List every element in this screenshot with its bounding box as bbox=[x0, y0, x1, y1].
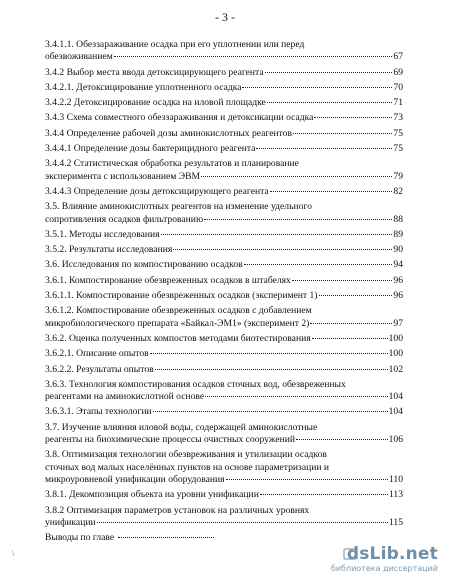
logo-brand: dsLib.net bbox=[346, 544, 438, 564]
toc-entry bbox=[45, 305, 403, 330]
toc-entry-page: 71 bbox=[393, 97, 403, 109]
toc-entry-page: 110 bbox=[388, 473, 403, 485]
toc-entry-title: 3.7. Изучение влияния иловой воды, содержащей аминокислотные bbox=[45, 421, 318, 433]
toc-entry-title: 3.6.2.2. Результаты опытов bbox=[45, 363, 154, 375]
dot-leader bbox=[201, 176, 392, 177]
dot-leader bbox=[205, 396, 387, 397]
toc-entry bbox=[45, 244, 403, 256]
dslib-logo[interactable] bbox=[332, 544, 442, 574]
toc-entry-page: 113 bbox=[388, 489, 403, 501]
dot-leader bbox=[173, 249, 392, 250]
toc-entry-title: микроуровневой унификации оборудования bbox=[45, 473, 225, 485]
toc-entry-page: 88 bbox=[393, 213, 403, 225]
toc-entry-title: 3.4.4.1 Определение дозы бактерицидного реагента bbox=[45, 143, 256, 155]
toc-entry-page: 69 bbox=[393, 66, 403, 78]
toc-entry-title: сточных вод малых населённых пунктов на основе параметризации и bbox=[45, 461, 330, 473]
dot-leader bbox=[310, 323, 392, 324]
toc-entry-page: 94 bbox=[393, 259, 403, 271]
toc-entry-title: микробиологического препарата «Байкал-ЭМ1» (эксперимент 2) bbox=[45, 317, 310, 329]
toc-entry-title: унификации bbox=[45, 516, 96, 528]
dot-leader bbox=[260, 494, 388, 495]
toc-entry-page: 96 bbox=[393, 274, 403, 286]
dot-leader bbox=[296, 439, 388, 440]
dot-leader bbox=[312, 338, 388, 339]
toc-entry-page: 67 bbox=[393, 51, 403, 63]
toc-entry bbox=[45, 158, 403, 183]
dot-leader bbox=[319, 295, 393, 296]
toc-entry-page: 90 bbox=[393, 244, 403, 256]
toc-entry-page: 104 bbox=[388, 391, 403, 403]
toc-entry bbox=[45, 449, 403, 486]
toc-entry-title: 3.4.2 Выбор места ввода детоксицирующего реагента bbox=[45, 66, 264, 78]
toc-entry-title: 3.4.3 Схема совместного обеззараживания и детоксикации осадка bbox=[45, 112, 314, 124]
toc-entry-title: 3.8.1. Декомпозиция объекта на уровни унификации bbox=[45, 489, 259, 501]
toc-entry bbox=[45, 259, 403, 271]
toc-entry-page: 100 bbox=[388, 348, 403, 360]
toc-entry bbox=[45, 532, 403, 544]
toc-entry-page: 82 bbox=[393, 185, 403, 197]
dot-leader bbox=[114, 56, 393, 57]
logo-subtitle: библиотека диссертаций bbox=[330, 564, 438, 573]
dot-leader bbox=[204, 219, 392, 220]
toc-entry bbox=[45, 186, 403, 198]
toc-entry-title: 3.4.4 Определение рабочей дозы аминокислотных реагентов bbox=[45, 127, 292, 139]
toc-entry-title: Выводы по главе bbox=[45, 532, 115, 544]
toc-entry-title: обезвоживанием bbox=[45, 51, 113, 63]
toc-entry bbox=[45, 82, 403, 94]
toc-entry-title: 3.6.3.1. Этапы технологии bbox=[45, 406, 152, 418]
toc-entry bbox=[45, 97, 403, 109]
dot-leader bbox=[265, 72, 393, 73]
toc-entry bbox=[45, 39, 403, 64]
dot-leader bbox=[118, 537, 214, 538]
toc-entry-title: 3.6.1.2. Компостирование обезвреженных осадков с добавлением bbox=[45, 305, 312, 317]
toc-entry-title: реагентами на аминокислотной основе bbox=[45, 391, 205, 403]
toc-entry bbox=[45, 290, 403, 302]
toc-entry-title: 3.5.1. Методы исследования bbox=[45, 228, 160, 240]
toc-entry-title: 3.6.2. Оценка полученных компостов методами биотестирования bbox=[45, 332, 311, 344]
toc-entry-title: 3.4.1.1. Обеззараживание осадка при его уплотнении или перед bbox=[45, 39, 305, 50]
toc-entry bbox=[45, 201, 403, 226]
toc-entry bbox=[45, 406, 403, 418]
toc-entry bbox=[45, 143, 403, 155]
toc-entry-page: 89 bbox=[393, 228, 403, 240]
toc-entry-title: 3.4.4.2 Статистическая обработка результатов и планирование bbox=[45, 158, 299, 170]
toc-entry bbox=[45, 505, 403, 530]
dot-leader bbox=[155, 369, 388, 370]
dot-leader bbox=[153, 411, 388, 412]
toc-entry-title: сопротивления осадков фильтрованию bbox=[45, 213, 204, 225]
toc-entry-title: 3.8.2 Оптимизация параметров установок на различных уровнях bbox=[45, 504, 310, 516]
toc-entry-page: 97 bbox=[393, 317, 403, 329]
toc-entry-title: 3.6. Исследования по компостированию осадков bbox=[45, 259, 243, 271]
toc-entry bbox=[45, 422, 403, 447]
dot-leader bbox=[226, 479, 388, 480]
toc-entry-title: 3.6.1. Компостирование обезвреженных осадков в штабелях bbox=[45, 274, 291, 286]
toc-entry bbox=[45, 275, 403, 287]
dot-leader bbox=[293, 133, 392, 134]
toc-entry-page: 104 bbox=[388, 406, 403, 418]
toc-entry-page: 100 bbox=[388, 332, 403, 344]
dot-leader bbox=[256, 148, 392, 149]
toc-entry-title: 3.6.1.1. Компостирование обезвреженных осадков (эксперимент 1) bbox=[45, 290, 318, 302]
toc-entry-page: 96 bbox=[393, 290, 403, 302]
toc-entry-page: 106 bbox=[388, 434, 403, 446]
toc-entry-page: 102 bbox=[388, 363, 403, 375]
dot-leader bbox=[267, 102, 393, 103]
scan-mark: \ bbox=[12, 549, 15, 558]
toc-entry-title: 3.5. Влияние аминокислотных реагентов на изменение удельного bbox=[45, 201, 312, 213]
toc-entry-title: 3.4.4.3 Определение дозы детоксицирующего реагента bbox=[45, 185, 269, 197]
toc-entry-title: 3.8. Оптимизация технологии обезвреживания и утилизации осадков bbox=[45, 449, 327, 461]
toc-entry bbox=[45, 112, 403, 124]
toc-entry-title: 3.4.2.2 Детоксицирование осадка на иловой площадке bbox=[45, 97, 266, 109]
toc-entry bbox=[45, 379, 403, 404]
toc-entry bbox=[45, 489, 403, 501]
toc-entry-title: реагенты на биохимические процессы очистных сооружений bbox=[45, 434, 296, 446]
dot-leader bbox=[292, 280, 393, 281]
dot-leader bbox=[150, 353, 388, 354]
dot-leader bbox=[314, 117, 392, 118]
dot-leader bbox=[161, 234, 393, 235]
table-of-contents bbox=[45, 39, 403, 547]
toc-entry-title: 3.6.2.1. Описание опытов bbox=[45, 348, 149, 360]
toc-entry-title: эксперимента с использованием ЭВМ bbox=[45, 170, 201, 182]
toc-entry bbox=[45, 348, 403, 360]
toc-entry-title: 3.5.2. Результаты исследования bbox=[45, 244, 173, 256]
toc-entry-title: 3.6.3. Технология компостирования осадков сточных вод, обезвреженных bbox=[45, 378, 346, 390]
toc-entry-page: 75 bbox=[393, 143, 403, 155]
dot-leader bbox=[244, 264, 393, 265]
dot-leader bbox=[270, 191, 393, 192]
toc-entry-title: 3.4.2.1. Детоксицирование уплотненного осадка bbox=[45, 81, 242, 93]
toc-entry bbox=[45, 67, 403, 79]
page-number: - 3 - bbox=[215, 10, 235, 24]
toc-entry bbox=[45, 333, 403, 345]
toc-entry bbox=[45, 128, 403, 140]
toc-entry-page: 75 bbox=[393, 127, 403, 139]
toc-entry bbox=[45, 229, 403, 241]
toc-entry-page: 115 bbox=[388, 516, 403, 528]
toc-entry-page: 70 bbox=[393, 81, 403, 93]
toc-entry bbox=[45, 364, 403, 376]
dot-leader bbox=[242, 87, 392, 88]
dot-leader bbox=[97, 522, 388, 523]
toc-entry-page: 73 bbox=[393, 112, 403, 124]
toc-entry-page: 79 bbox=[393, 170, 403, 182]
